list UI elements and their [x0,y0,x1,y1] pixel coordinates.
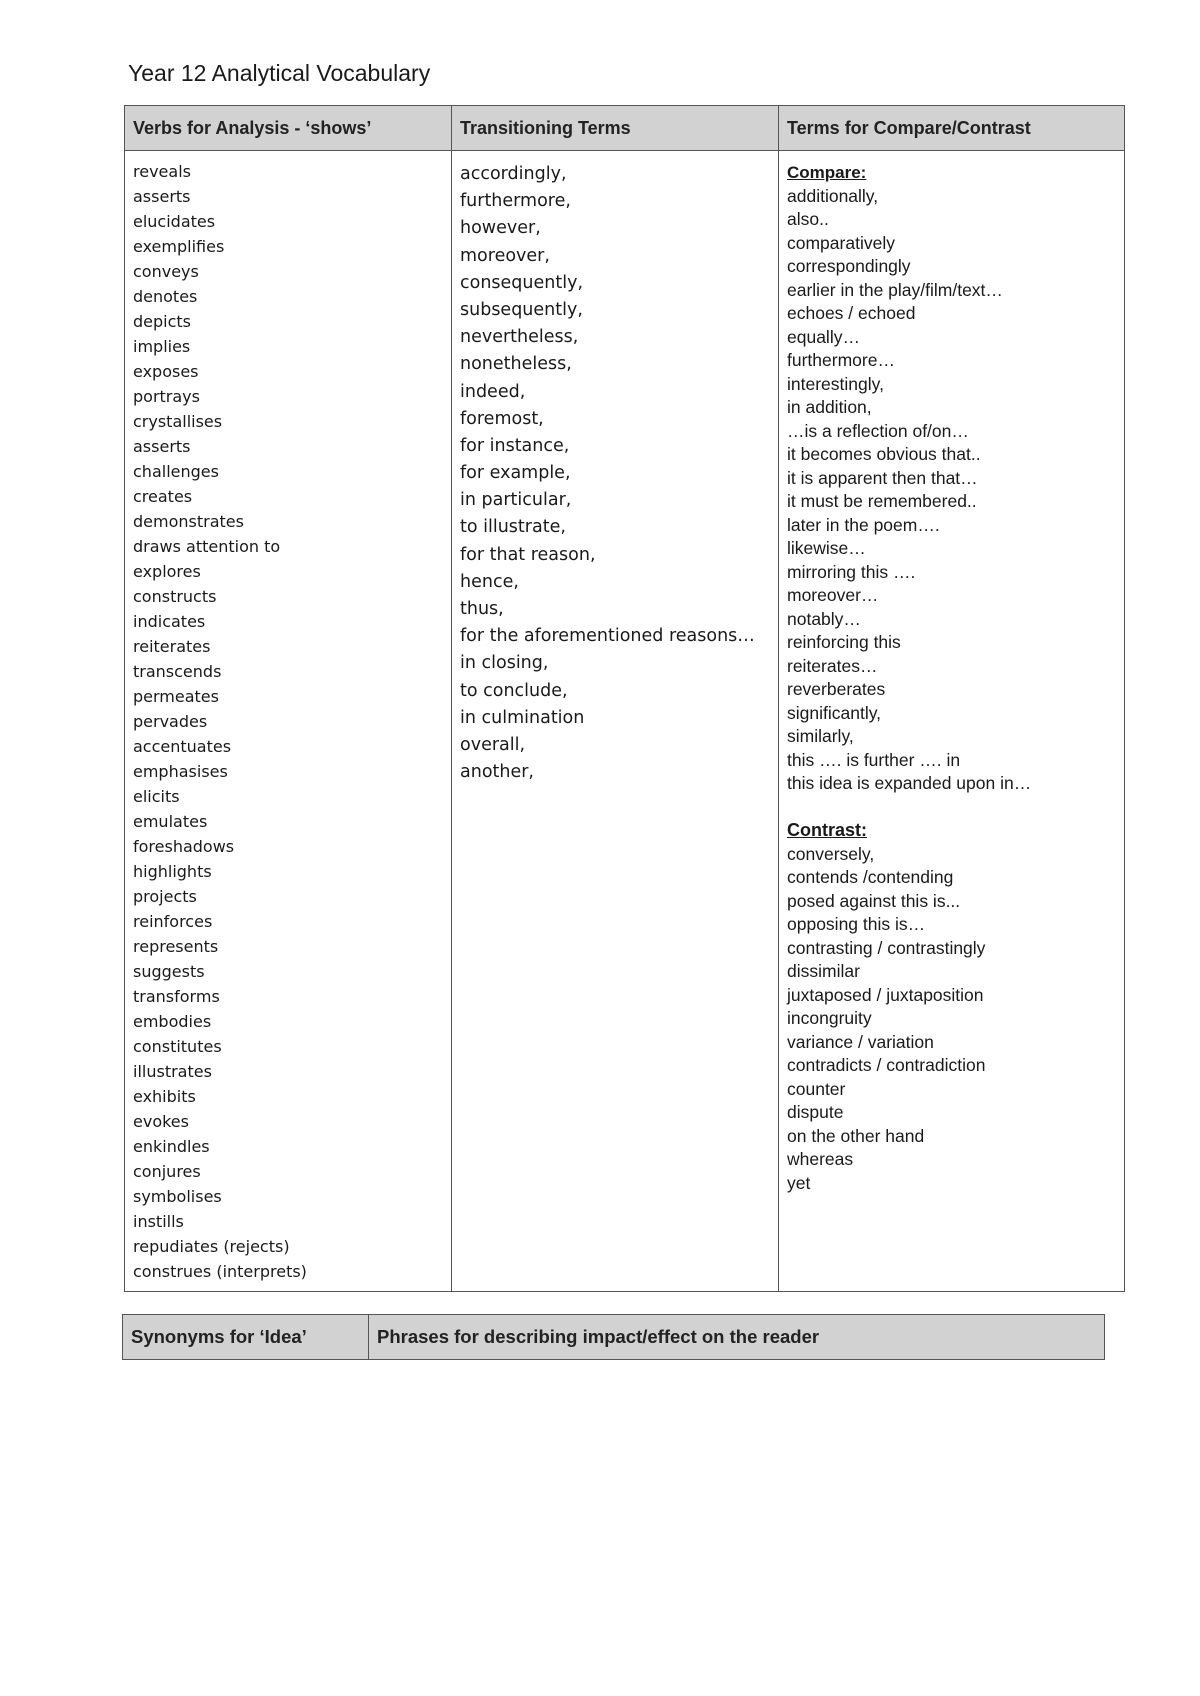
verb-item: highlights [133,862,212,881]
contrast-item: posed against this is... [787,890,961,911]
transition-item: indeed, [460,381,526,402]
compare-item: notably… [787,608,861,629]
verb-item: enkindles [133,1137,210,1156]
transition-item: foremost, [460,408,544,429]
verb-item: indicates [133,612,206,631]
compare-item: this idea is expanded upon in… [787,773,1032,793]
verb-item: transforms [133,987,220,1006]
compare-item: echoes / echoed [787,303,916,323]
verb-item: constitutes [133,1037,222,1056]
verb-item: elucidates [133,212,216,231]
header-transitioning-terms: Transitioning Terms [452,106,779,151]
compare-item: correspondingly [787,256,911,276]
transition-item: in culmination [460,707,585,728]
verb-item: projects [133,887,197,906]
transition-item: nevertheless, [460,327,579,348]
verb-item: draws attention to [133,537,281,556]
transition-item: another, [460,762,534,783]
contrast-item: whereas [787,1149,854,1169]
compare-item: reverberates [787,679,886,699]
transition-item: accordingly, [460,164,567,184]
idea-impact-table [122,1314,1105,1360]
verbs-list [125,151,451,1284]
compare-item: earlier in the play/film/text… [787,279,1003,300]
compare-item: furthermore… [787,350,895,370]
verbs-cell [125,151,452,1292]
transition-item: moreover, [460,245,550,266]
page-title: Year 12 Analytical Vocabulary [128,60,431,86]
compare-item: moreover… [787,585,879,605]
transition-item: in closing, [460,653,549,674]
verb-item: exemplifies [133,237,225,256]
compare-item: additionally, [787,185,879,206]
compare-item: mirroring this …. [787,561,916,582]
contrast-item: opposing this is… [787,914,926,934]
contrast-item: incongruity [787,1008,872,1028]
verb-item: accentuates [133,737,232,756]
transition-item: to illustrate, [460,517,566,538]
contrast-item: contends /contending [787,867,954,887]
compare-contrast-cell [779,151,1125,1292]
contrast-item: contradicts / contradiction [787,1055,986,1075]
verb-item: construes (interprets) [133,1262,307,1281]
compare-item: equally… [787,326,860,347]
verb-item: embodies [133,1012,212,1031]
compare-item: this …. is further …. in [787,749,961,770]
transition-item: consequently, [460,272,584,293]
compare-item: it is apparent then that… [787,467,978,488]
contrast-item: on the other hand [787,1125,925,1146]
contrast-item: counter [787,1078,846,1099]
verb-item: permeates [133,687,219,706]
transitions-cell [452,151,779,1292]
verb-item: reveals [133,162,191,181]
header-verbs: Verbs for Analysis - ‘shows’ [125,106,452,151]
verb-item: elicits [133,787,180,806]
compare-item: also.. [787,209,829,229]
verb-item: reinforces [133,912,213,931]
verb-item: constructs [133,587,217,606]
transition-item: in particular, [460,490,572,511]
contrast-item: conversely, [787,843,875,864]
contrast-item: variance / variation [787,1031,934,1052]
verb-item: represents [133,937,219,956]
verb-item: asserts [133,187,191,206]
verb-item: exposes [133,362,199,381]
compare-item: comparatively [787,232,895,253]
transition-item: however, [460,218,541,239]
contrast-item: yet [787,1172,811,1193]
transition-item: for the aforementioned reasons… [460,626,755,647]
verb-item: implies [133,337,191,356]
verb-item: foreshadows [133,837,235,856]
compare-item: reiterates… [787,655,878,676]
header-compare-contrast: Terms for Compare/Contrast [779,106,1125,151]
verb-item: reiterates [133,637,211,656]
transition-item: subsequently, [460,299,583,320]
transition-item: for that reason, [460,544,596,565]
verb-item: conveys [133,262,199,281]
compare-list [787,185,1124,796]
verb-item: creates [133,487,193,506]
compare-item: significantly, [787,702,882,723]
verb-item: instills [133,1212,184,1231]
verb-item: illustrates [133,1062,212,1081]
verb-item: denotes [133,287,198,306]
verb-item: asserts [133,437,191,456]
verb-item: conjures [133,1162,201,1181]
header-synonyms-idea: Synonyms for ‘Idea’ [123,1315,369,1360]
verb-item: exhibits [133,1087,196,1106]
verb-item: explores [133,562,201,581]
compare-item: later in the poem…. [787,514,940,535]
transition-item: for instance, [460,435,570,456]
contrast-list [787,843,1124,1196]
verb-item: emphasises [133,762,228,781]
compare-item: similarly, [787,726,854,746]
verb-item: portrays [133,387,200,406]
compare-item: …is a reflection of/on… [787,420,969,441]
transition-item: to conclude, [460,680,568,701]
header-impact-phrases: Phrases for describing impact/effect on the reader [369,1315,1105,1360]
verb-item: crystallises [133,412,223,431]
verb-item: emulates [133,812,208,831]
compare-item: likewise… [787,538,866,558]
verb-item: transcends [133,662,222,681]
transition-item: thus, [460,599,504,619]
transition-item: furthermore, [460,191,571,212]
compare-item: in addition, [787,397,872,417]
compare-item: interestingly, [787,373,884,394]
verb-item: evokes [133,1112,189,1131]
contrast-item: dissimilar [787,961,860,981]
transition-item: hence, [460,571,519,592]
contrast-item: juxtaposed / juxtaposition [787,984,984,1005]
contrast-heading: Contrast: [787,820,867,840]
transition-item: overall, [460,734,526,755]
transition-item: nonetheless, [460,354,572,375]
transitions-list [452,151,778,786]
verb-item: suggests [133,962,205,981]
verb-item: challenges [133,462,219,481]
verb-item: demonstrates [133,512,244,531]
compare-item: it becomes obvious that.. [787,444,981,464]
contrast-item: contrasting / contrastingly [787,937,986,958]
transition-item: for example, [460,463,571,484]
verb-item: repudiates (rejects) [133,1237,290,1256]
analytical-vocabulary-table [124,105,1125,1292]
compare-heading: Compare: [787,163,867,182]
verb-item: depicts [133,312,192,331]
verb-item: pervades [133,712,208,731]
contrast-item: dispute [787,1102,844,1122]
compare-item: reinforcing this [787,632,901,652]
verb-item: symbolises [133,1187,222,1206]
compare-item: it must be remembered.. [787,491,977,511]
